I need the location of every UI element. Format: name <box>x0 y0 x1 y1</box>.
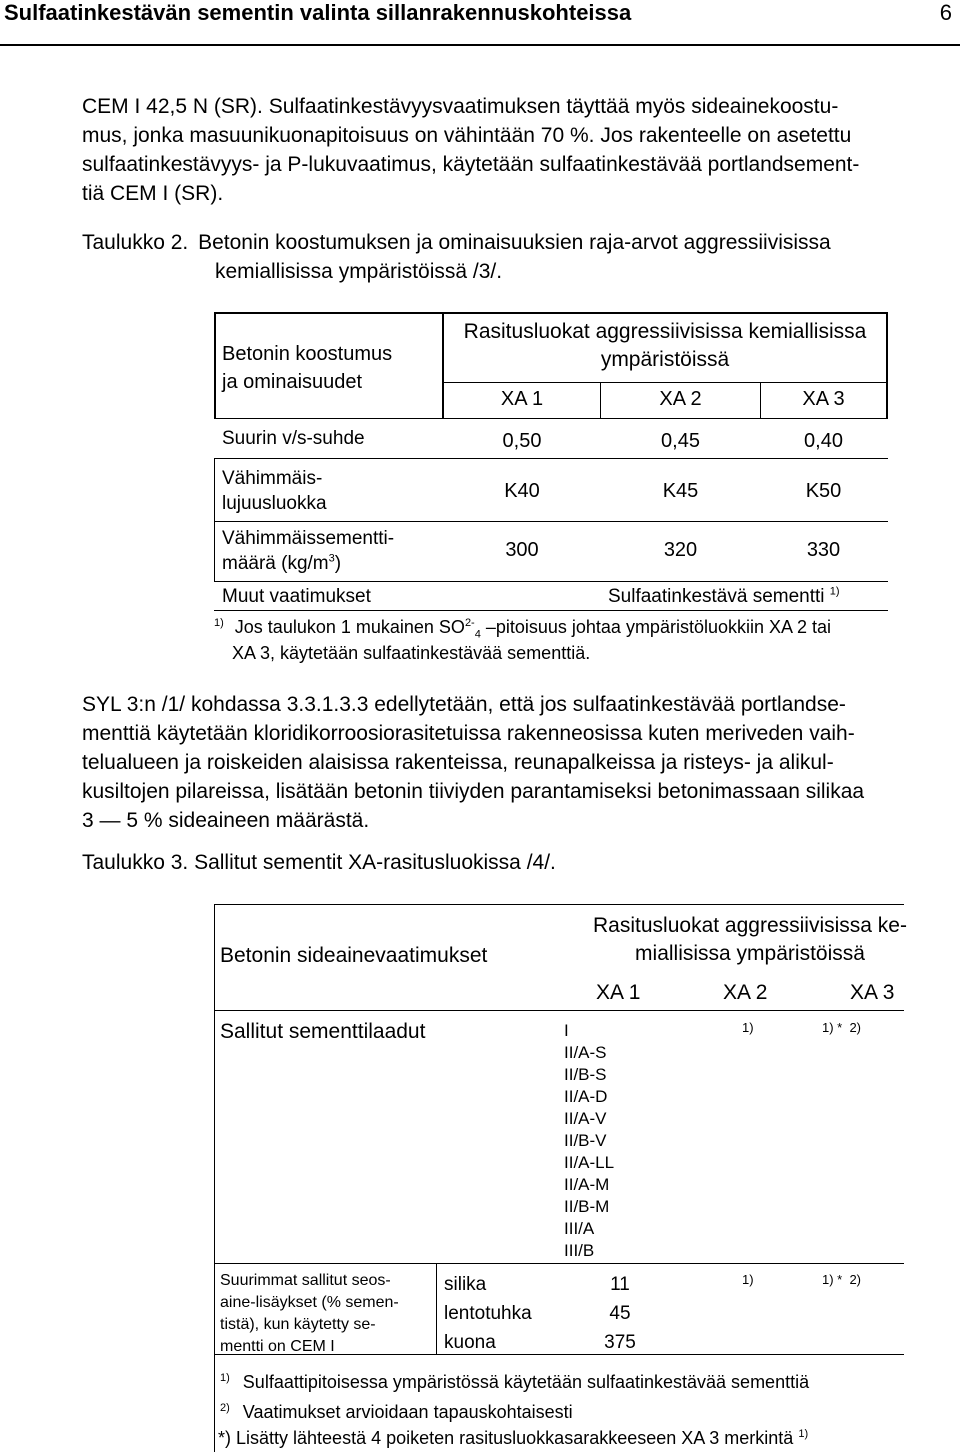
syl-line: telualueen ja roiskeiden alaisissa rakenteissa, reunapalkeissa ja risteys- ja alikul- <box>82 751 834 774</box>
cement-type: II/A-D <box>564 1087 608 1106</box>
page-number: 6 <box>939 0 952 25</box>
table3-class-xa3: XA 3 <box>850 981 895 1004</box>
table3-additions-values <box>580 1270 660 1357</box>
table2-caption-label: Taulukko 2. <box>82 231 189 254</box>
table3-cement-types <box>564 1020 614 1262</box>
cement-type: II/A-S <box>564 1043 607 1062</box>
superscript: 2- <box>464 617 475 629</box>
intro-line: mus, jonka masuunikuonapitoisuus on vähintään 70 %. Jos rakenteelle on asetettu <box>82 124 852 147</box>
footnote-mark: 2) <box>220 1402 230 1414</box>
footnote-mark: 1) <box>798 1428 809 1440</box>
intro-line: CEM I 42,5 N (SR). Sulfaatinkestävyysvaatimuksen täyttää myös sideainekoostu- <box>82 95 839 118</box>
table2-caption-text: Betonin koostumuksen ja ominaisuuksien raja-arvot aggressiivisissa <box>198 231 831 254</box>
table3-head-right-line: Rasitusluokat aggressiivisissa ke- <box>593 914 907 937</box>
table2-other-value-text: Sulfaatinkestävä sementti <box>608 586 825 607</box>
subscript: 4 <box>474 628 481 641</box>
table3-border <box>214 1354 215 1452</box>
cement-type: II/B-S <box>564 1065 607 1084</box>
table2-row-label-text: määrä (kg/m <box>222 553 329 574</box>
table2-head-left-line: ja ominaisuudet <box>222 371 363 393</box>
intro-line: tiä CEM I (SR). <box>82 182 224 205</box>
table2-class-xa3: XA 3 <box>802 388 845 410</box>
addition-name: silika <box>444 1274 487 1295</box>
table3-note-text: Vaatimukset arvioidaan tapauskohtaisesti <box>242 1402 573 1422</box>
table3-additions-xa2: 1) <box>742 1272 754 1287</box>
additions-label-line: mentti on CEM I <box>220 1338 335 1355</box>
cement-type: II/B-V <box>564 1131 607 1150</box>
cement-type: III/A <box>564 1219 595 1238</box>
table2-cell: K50 <box>805 480 842 502</box>
table2-row-label: Suurin v/s-suhde <box>222 428 365 449</box>
cement-type: II/A-V <box>564 1109 607 1128</box>
addition-value: 375 <box>604 1332 636 1353</box>
table2-footnote-line: XA 3, käytetään sulfaatinkestävää sementtiä. <box>232 643 591 663</box>
addition-value: 45 <box>609 1303 631 1324</box>
addition-value: 11 <box>610 1274 630 1295</box>
superscript: 3 <box>328 552 335 565</box>
table3-note-3 <box>218 1428 808 1449</box>
footnote-mark: 1) <box>829 585 840 598</box>
table3-additions-names <box>444 1270 532 1357</box>
table3-additions-xa3: 1) * 2) <box>822 1272 862 1287</box>
table3-class-xa2: XA 2 <box>723 981 768 1004</box>
table3-head-right-line: miallisissa ympäristöissä <box>635 942 865 965</box>
cement-type: III/B <box>564 1241 595 1260</box>
table2-cell: 0,50 <box>502 430 542 452</box>
table2-cell: 0,45 <box>661 430 700 452</box>
table2-head-right-line: Rasitusluokat aggressiivisissa kemiallisissa <box>463 320 867 343</box>
table3-note-2 <box>220 1402 573 1423</box>
table3-note-text: Sulfaattipitoisessa ympäristössä käytetään sulfaatinkestävää sementtiä <box>242 1372 810 1392</box>
syl-line: 3 — 5 % sideaineen määrästä. <box>82 809 370 832</box>
additions-label-line: Suurimmat sallitut seos- <box>220 1272 391 1289</box>
table2-cell: 300 <box>505 539 539 561</box>
table2-other-label: Muut vaatimukset <box>222 586 371 607</box>
table3-border <box>436 1263 437 1354</box>
table3-cement-xa3: 1) * 2) <box>822 1020 862 1035</box>
intro-line: sulfaatinkestävyys- ja P-lukuvaatimus, käytetään sulfaatinkestävää portlandsement- <box>82 153 860 176</box>
table3-border <box>214 1263 904 1264</box>
table2-cell: K40 <box>504 480 540 502</box>
table2-row-label-line: Vähimmäissementti- <box>222 528 395 549</box>
table3-head-right <box>560 912 940 968</box>
table3-note-1 <box>220 1372 809 1393</box>
table2-caption-line2: kemiallisissa ympäristöissä /3/. <box>215 260 503 283</box>
cement-type: II/B-M <box>564 1197 610 1216</box>
table3-head-left: Betonin sideainevaatimukset <box>220 944 488 967</box>
table2-class-xa2: XA 2 <box>659 388 702 410</box>
footnote-mark: 1) <box>214 617 224 629</box>
cement-type: II/A-M <box>564 1175 610 1194</box>
table2-row-label-text: ) <box>334 553 342 574</box>
table3-border <box>214 904 904 905</box>
addition-name: lentotuhka <box>444 1303 532 1324</box>
table2-class-xa1: XA 1 <box>500 388 544 410</box>
table3-note-text: *) Lisätty lähteestä 4 poiketen rasitusluokkasarakkeeseen XA 3 merkintä <box>218 1428 794 1448</box>
document-title: Sulfaatinkestävän sementin valinta sillanrakennuskohteissa <box>4 0 632 25</box>
table2-head-left-line: Betonin koostumus <box>222 343 393 365</box>
table3-additions-label <box>220 1270 399 1358</box>
table3-cement-label: Sallitut sementtilaadut <box>220 1020 426 1043</box>
addition-name: kuona <box>444 1332 496 1353</box>
table2-cell: 320 <box>663 539 698 561</box>
table2-cell: 330 <box>806 539 841 561</box>
table3-cement-xa2: 1) <box>742 1020 754 1035</box>
additions-label-line: aine-lisäykset (% semen- <box>220 1294 399 1311</box>
table2-row-label-line: lujuusluokka <box>222 493 327 514</box>
table2-cell: 0,40 <box>804 430 843 452</box>
cement-type: II/A-LL <box>564 1153 615 1172</box>
syl-line: SYL 3:n /1/ kohdassa 3.3.1.3.3 edellytetään, että jos sulfaatinkestävää portlandse- <box>82 693 846 716</box>
table3-class-xa1: XA 1 <box>596 981 641 1004</box>
table2-footnote-text: –pitoisuus johtaa ympäristöluokkiin XA 2 tai <box>480 617 832 637</box>
syl-line: menttiä käytetään kloridikorroosiorasitetuissa rakenneosissa kuten meriveden vaih- <box>82 722 855 745</box>
table2-cell: K45 <box>662 480 699 502</box>
additions-label-line: tistä), kun käytetty se- <box>220 1316 376 1333</box>
table2-head-right-line: ympäristöissä <box>600 348 730 371</box>
syl-line: kusiltojen pilareissa, lisätään betonin tiiviyden parantamiseksi betonimassaan silikaa <box>82 780 865 803</box>
cement-type: I <box>564 1021 569 1040</box>
table3-caption: Taulukko 3. Sallitut sementit XA-rasitusluokissa /4/. <box>82 851 556 874</box>
footnote-mark: 1) <box>220 1372 230 1384</box>
table2-row-label-line: Vähimmäis- <box>222 468 323 489</box>
table3-border <box>214 904 215 1354</box>
table3-border <box>214 1010 904 1011</box>
table2-footnote-text: Jos taulukon 1 mukainen SO <box>234 617 465 637</box>
